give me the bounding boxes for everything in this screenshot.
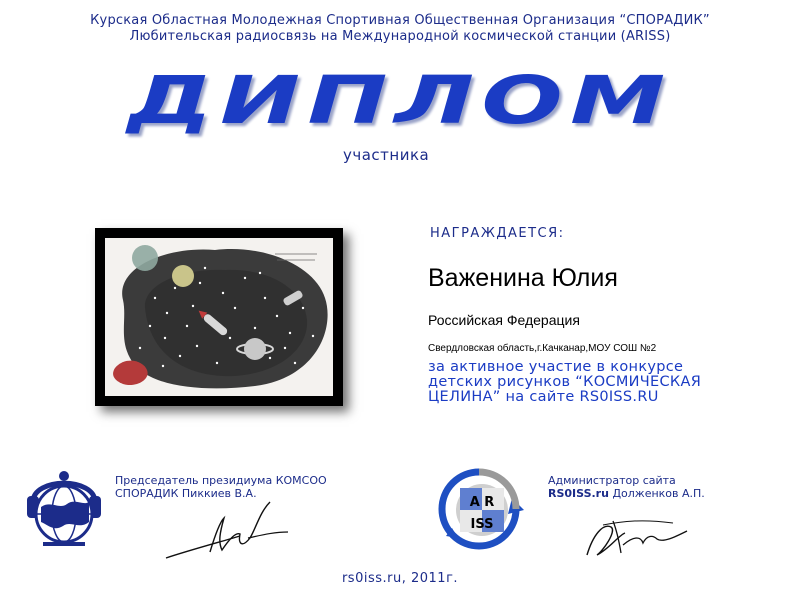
logo-text-bottom: ISS [470, 517, 494, 532]
right-signatory-title: Администратор сайта [548, 474, 676, 487]
signature-right [583, 505, 693, 565]
left-signatory-name: СПОРАДИК Пиккиев В.А. [115, 487, 257, 500]
diploma-title: ДИПЛОМ [127, 62, 673, 139]
space-drawing [105, 238, 333, 396]
children-drawing-frame [95, 228, 343, 406]
recipient-name: Важенина Юлия [428, 264, 618, 292]
awarded-label: НАГРАЖДАЕТСЯ: [430, 226, 565, 241]
award-reason-line: ЦЕЛИНА” на сайте RS0ISS.RU [428, 389, 659, 405]
footer-site-year: rs0iss.ru, 2011г. [341, 571, 459, 586]
ariss-rotation-logo [432, 462, 527, 557]
logo-text-top: A R [469, 495, 495, 510]
award-reason-line: за активное участие в конкурсе [428, 359, 684, 375]
recipient-country: Российская Федерация [428, 312, 580, 328]
signature-left [160, 492, 300, 568]
ariss-globe-logo [23, 462, 105, 552]
organization-subtitle: Любительская радиосвязь на Международной космической станции (ARISS) [129, 29, 671, 44]
left-signatory-title: Председатель президиума КОМСОО [115, 474, 327, 487]
organization-name: Курская Областная Молодежная Спортивная Общественная Организация “СПОРАДИК” [90, 13, 710, 28]
recipient-address: Свердловская область,г.Качканар,МОУ СОШ №2 [428, 343, 657, 354]
right-signatory-site: RS0ISS.ru [548, 487, 609, 500]
award-reason [428, 360, 778, 405]
award-reason-line: детских рисунков “КОСМИЧЕСКАЯ [428, 374, 702, 390]
right-signatory-name: Долженков А.П. [612, 487, 705, 500]
participant-label: участника [343, 146, 430, 164]
right-signatory [548, 474, 788, 500]
right-signatory-name-line [548, 487, 788, 500]
